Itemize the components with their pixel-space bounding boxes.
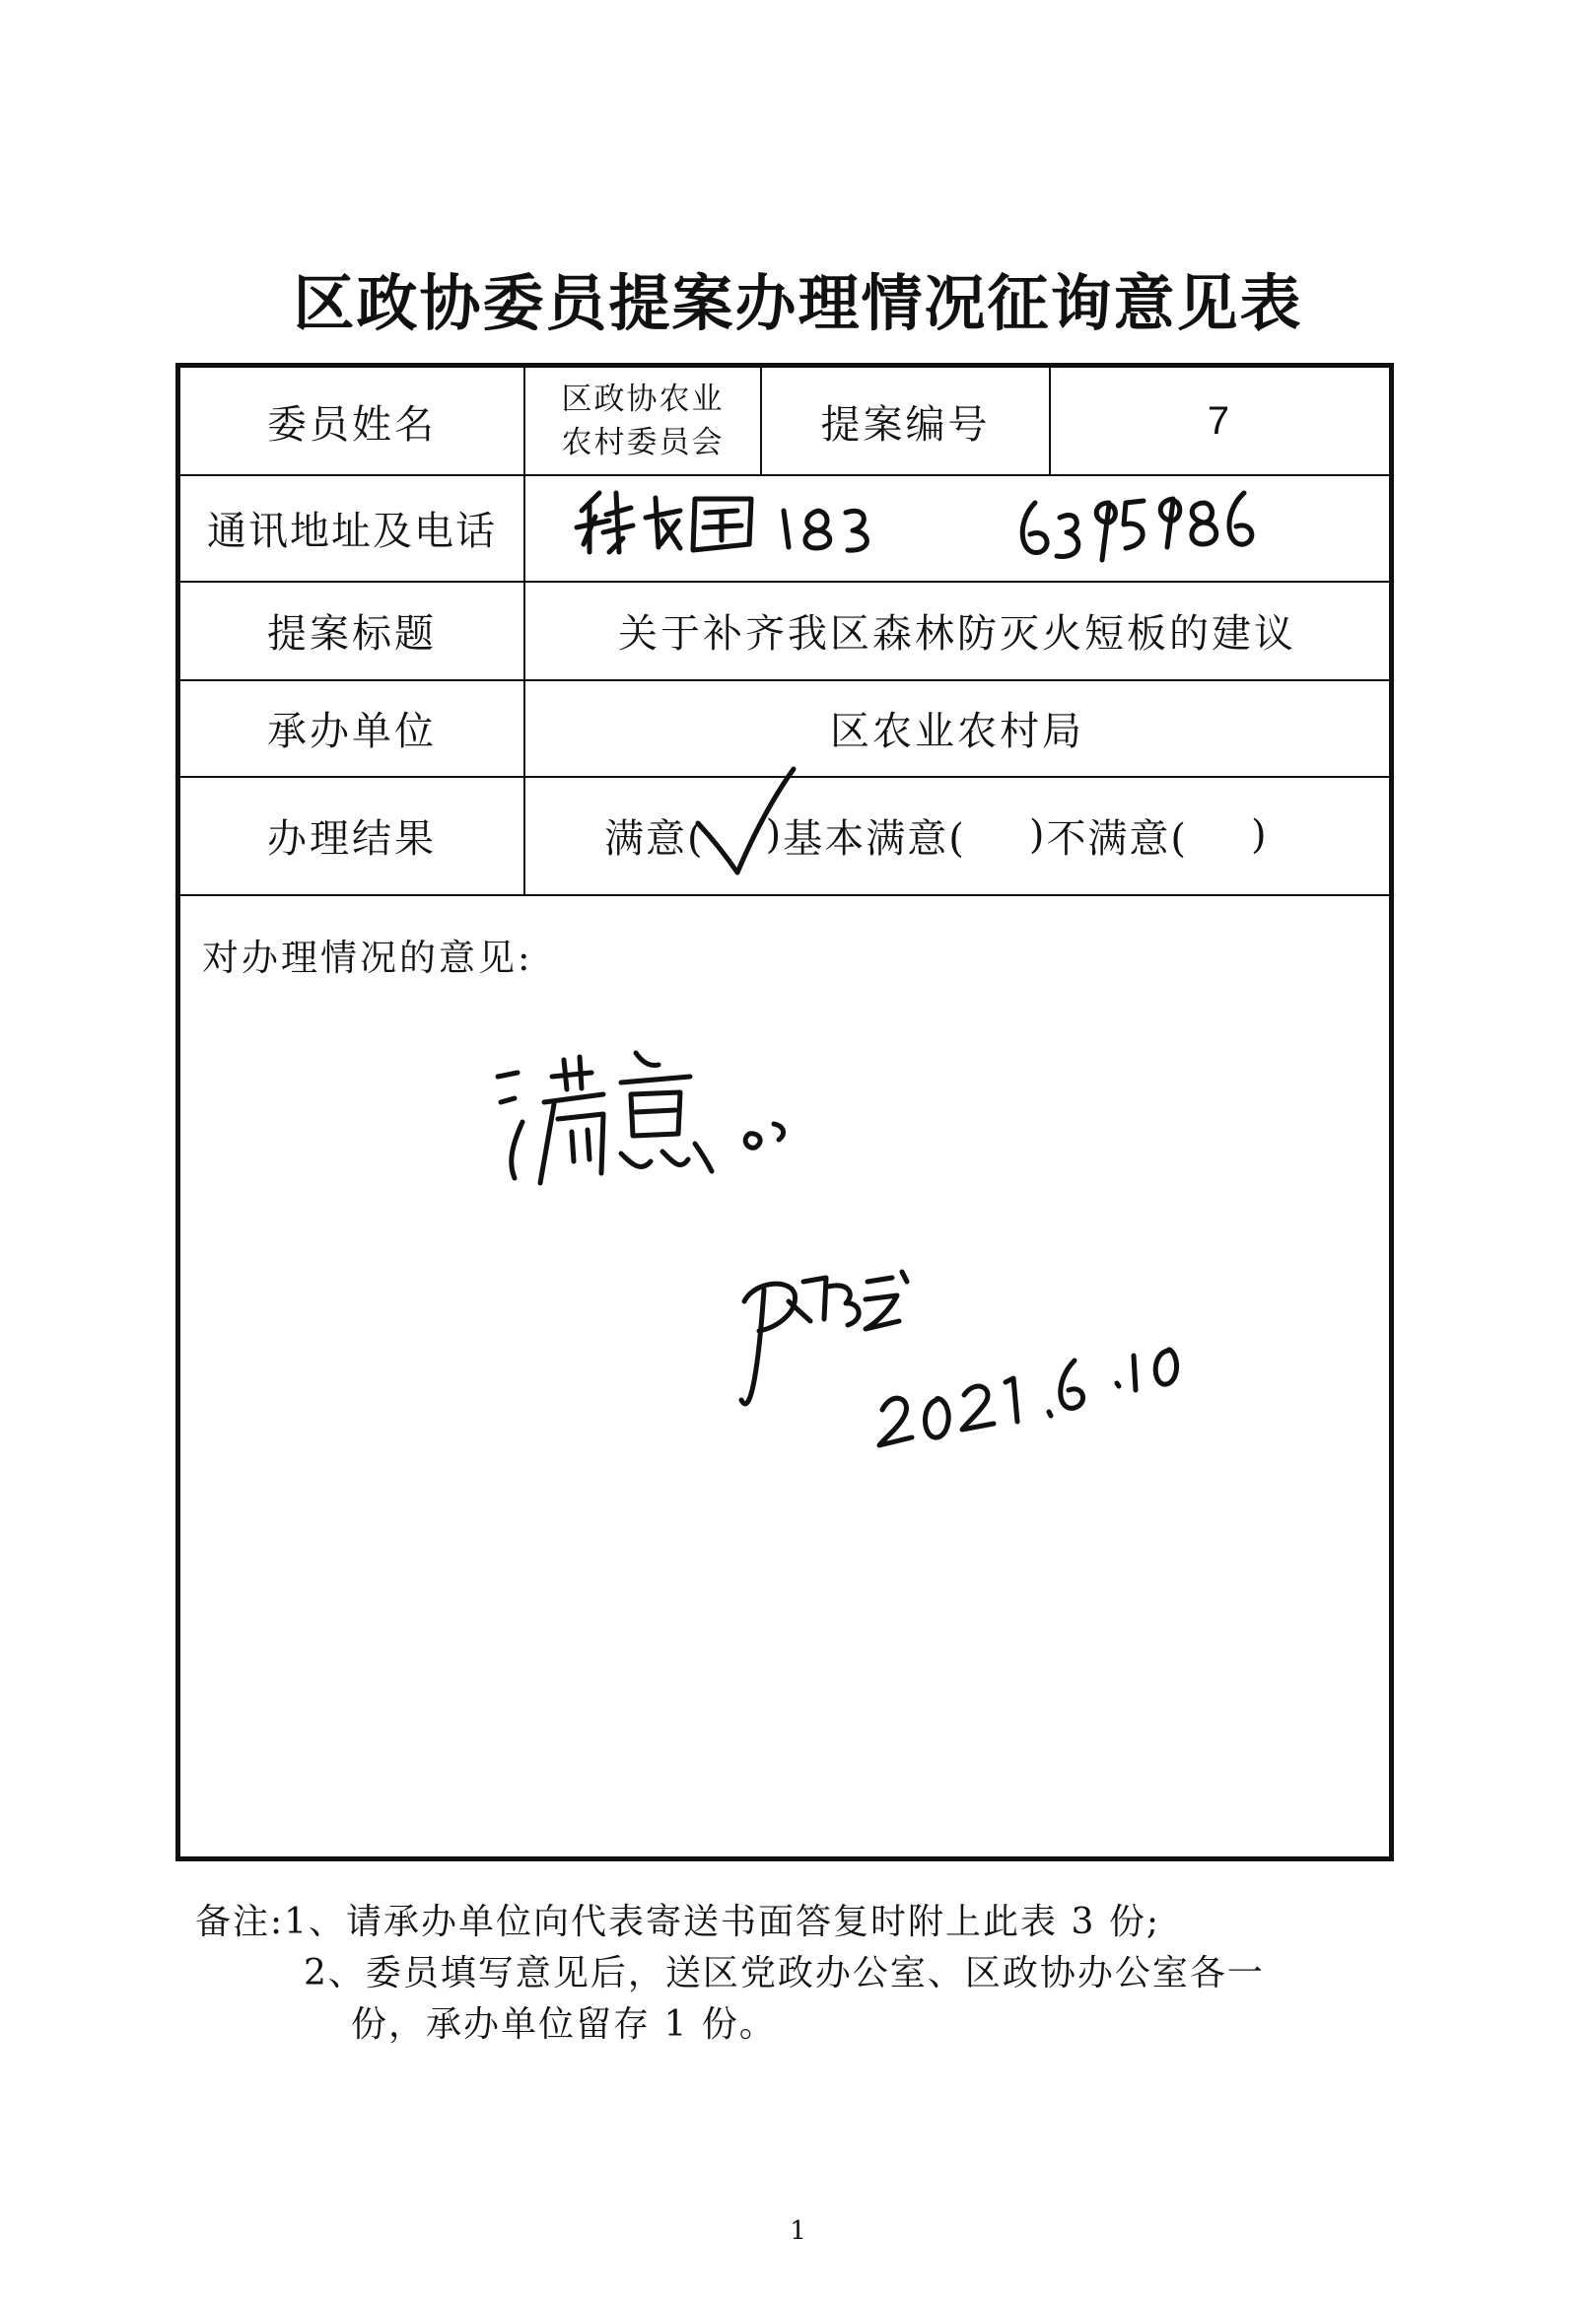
handwritten-phone-mark bbox=[1022, 493, 1252, 560]
note-line-2: 2、委员填写意见后，送区党政办公室、区政协办公室各一 bbox=[304, 1953, 1265, 1993]
option-satisfied-close: ) bbox=[765, 812, 784, 858]
check-mark bbox=[698, 769, 794, 873]
handwritten-signature-mark bbox=[741, 1272, 907, 1404]
address-phone-label: 通讯地址及电话 bbox=[180, 474, 525, 581]
option-basic[interactable]: 基本满意( bbox=[783, 815, 966, 862]
comments-label: 对办理情况的意见: bbox=[202, 937, 533, 979]
proposal-title-value: 关于补齐我区森林防灭火短板的建议 bbox=[618, 610, 1296, 657]
option-unsatisfied[interactable]: 不满意( bbox=[1046, 815, 1189, 862]
page-title: 区政协委员提案办理情况征询意见表 bbox=[293, 267, 1303, 339]
handling-unit-label: 承办单位 bbox=[180, 679, 525, 776]
page-number: 1 bbox=[790, 2216, 806, 2246]
option-unsatisfied-close: ) bbox=[1251, 812, 1269, 858]
result-label: 办理结果 bbox=[180, 776, 525, 894]
proposal-number-value: 7 bbox=[1207, 398, 1233, 443]
option-satisfied[interactable]: 满意( bbox=[604, 815, 705, 862]
proposal-title-label: 提案标题 bbox=[180, 581, 525, 679]
handling-unit-value: 区农业农村局 bbox=[830, 708, 1084, 754]
member-name-text: 区政协农业农村委员会 bbox=[561, 382, 725, 460]
member-name-label: 委员姓名 bbox=[180, 368, 525, 474]
handwritten-date-mark bbox=[879, 1350, 1177, 1445]
note-line-1: 备注:1、请承办单位向代表寄送书面答复时附上此表 3 份; bbox=[195, 1902, 1160, 1942]
notes-section bbox=[195, 1897, 1437, 2051]
note-line-3: 份，承办单位留存 1 份。 bbox=[351, 2004, 777, 2045]
handwritten-comment-mark bbox=[498, 1053, 784, 1183]
handwritten-address-mark bbox=[577, 493, 867, 552]
proposal-number-label: 提案编号 bbox=[762, 368, 1051, 474]
option-basic-close: ) bbox=[1028, 812, 1047, 858]
